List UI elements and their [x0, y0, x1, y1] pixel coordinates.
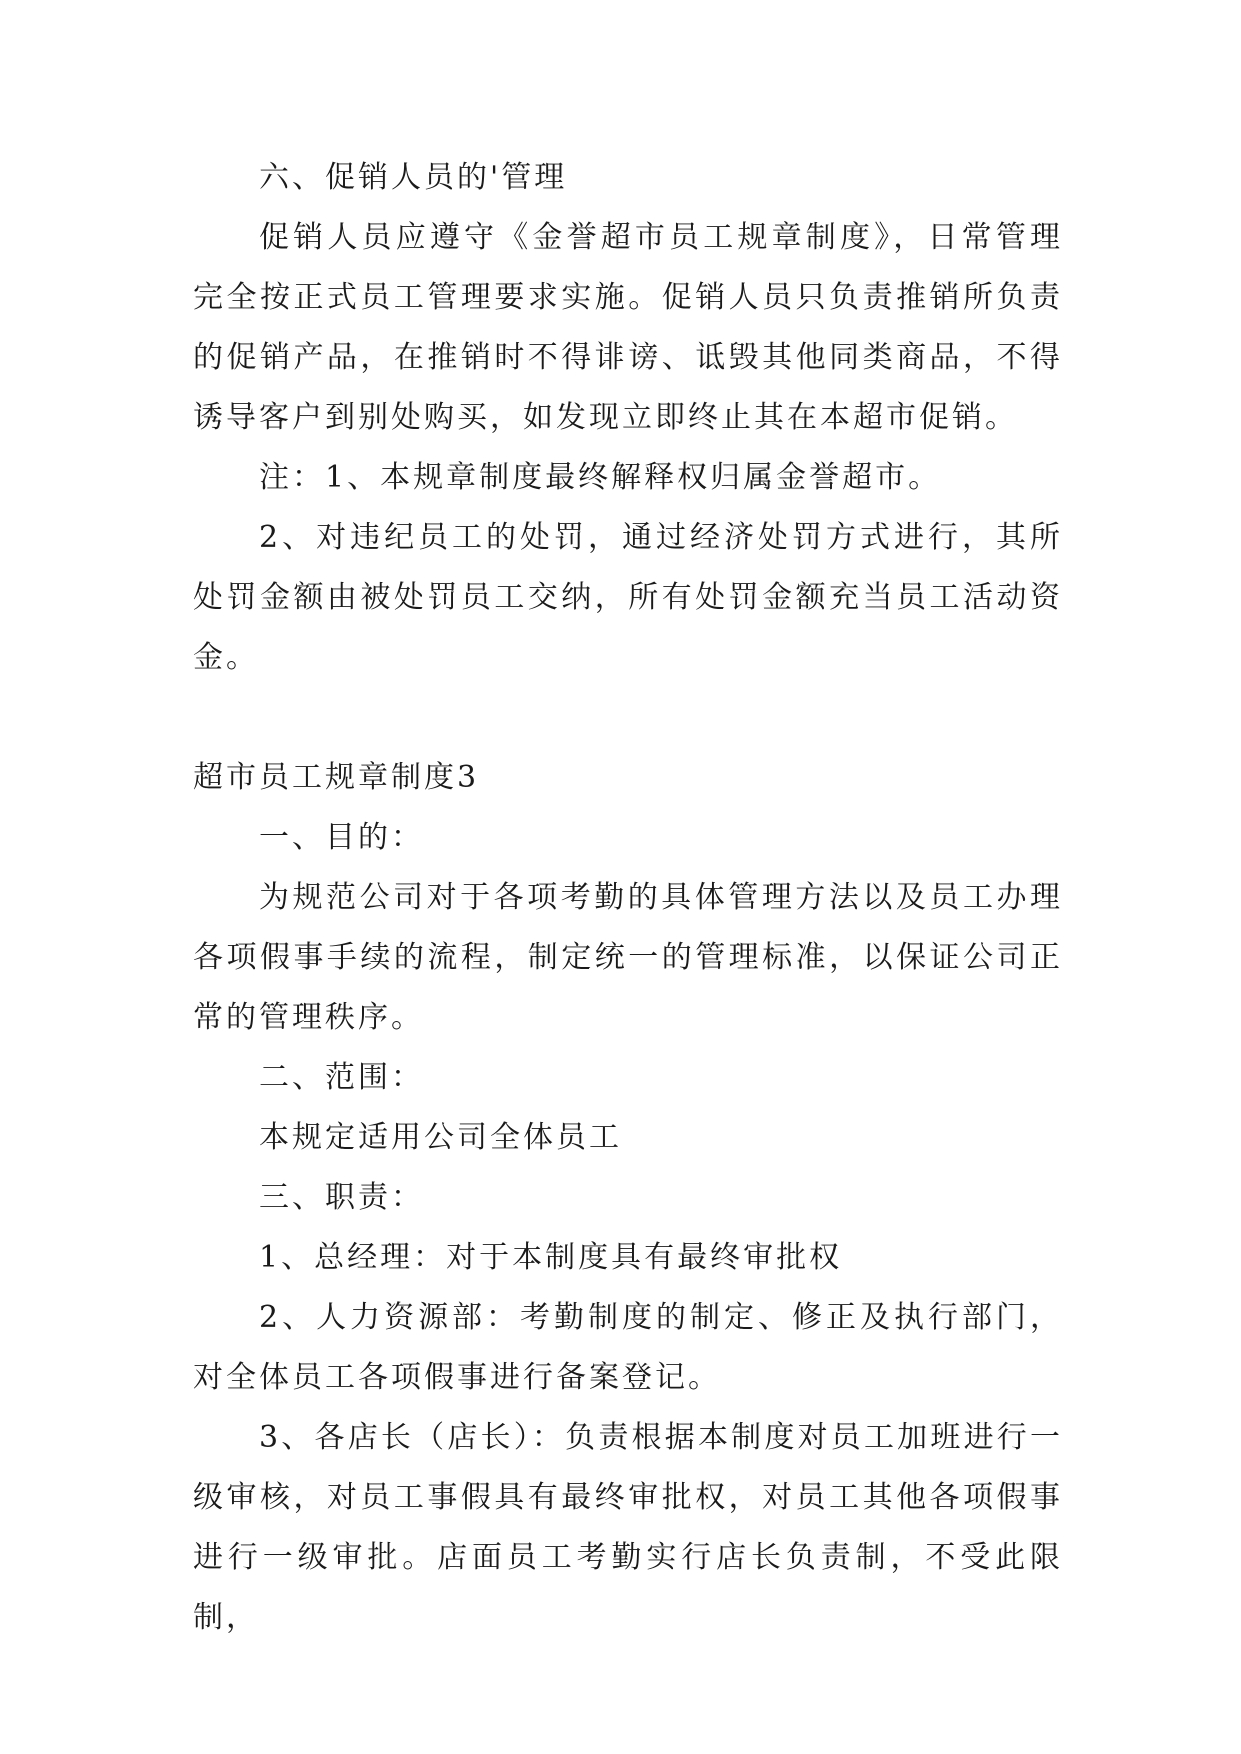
section-heading-promoter-management: 六、促销人员的'管理 — [259, 160, 568, 195]
purpose-paragraph: 为规范公司对于各项考勤的具体管理方法以及员工办理各项假事手续的流程，制定统一的管理标准，以保证公司正常的管理秩序。 — [193, 880, 1063, 1035]
heading-scope: 二、范围： — [259, 1060, 424, 1095]
scope-paragraph: 本规定适用公司全体员工 — [259, 1120, 622, 1155]
responsibility-item: 3、各店长（店长）：负责根据本制度对员工加班进行一级审核，对员工事假具有最终审批权，对员工其他各项假事进行一级审批。店面员工考勤实行店长负责制，不受此限制， — [193, 1420, 1063, 1635]
promoter-rules-paragraph: 促销人员应遵守《金誉超市员工规章制度》，日常管理完全按正式员工管理要求实施。促销人员只负责推销所负责的促销产品，在推销时不得诽谤、诋毁其他同类商品，不得诱导客户到别处购买，如发现立即终止其在本超市促销。 — [193, 220, 1063, 435]
responsibility-item: 1、总经理：对于本制度具有最终审批权 — [259, 1240, 843, 1275]
note-penalty: 2、对违纪员工的处罚，通过经济处罚方式进行，其所处罚金额由被处罚员工交纳，所有处罚金额充当员工活动资金。 — [193, 520, 1063, 675]
document-body — [193, 148, 1063, 1648]
note-interpretation: 注：1、本规章制度最终解释权归属金誉超市。 — [259, 460, 942, 495]
document-section-title: 超市员工规章制度3 — [193, 760, 480, 795]
heading-purpose: 一、目的： — [259, 820, 424, 855]
responsibility-item: 2、人力资源部：考勤制度的制定、修正及执行部门，对全体员工各项假事进行备案登记。 — [193, 1300, 1063, 1395]
heading-responsibilities: 三、职责： — [259, 1180, 424, 1215]
